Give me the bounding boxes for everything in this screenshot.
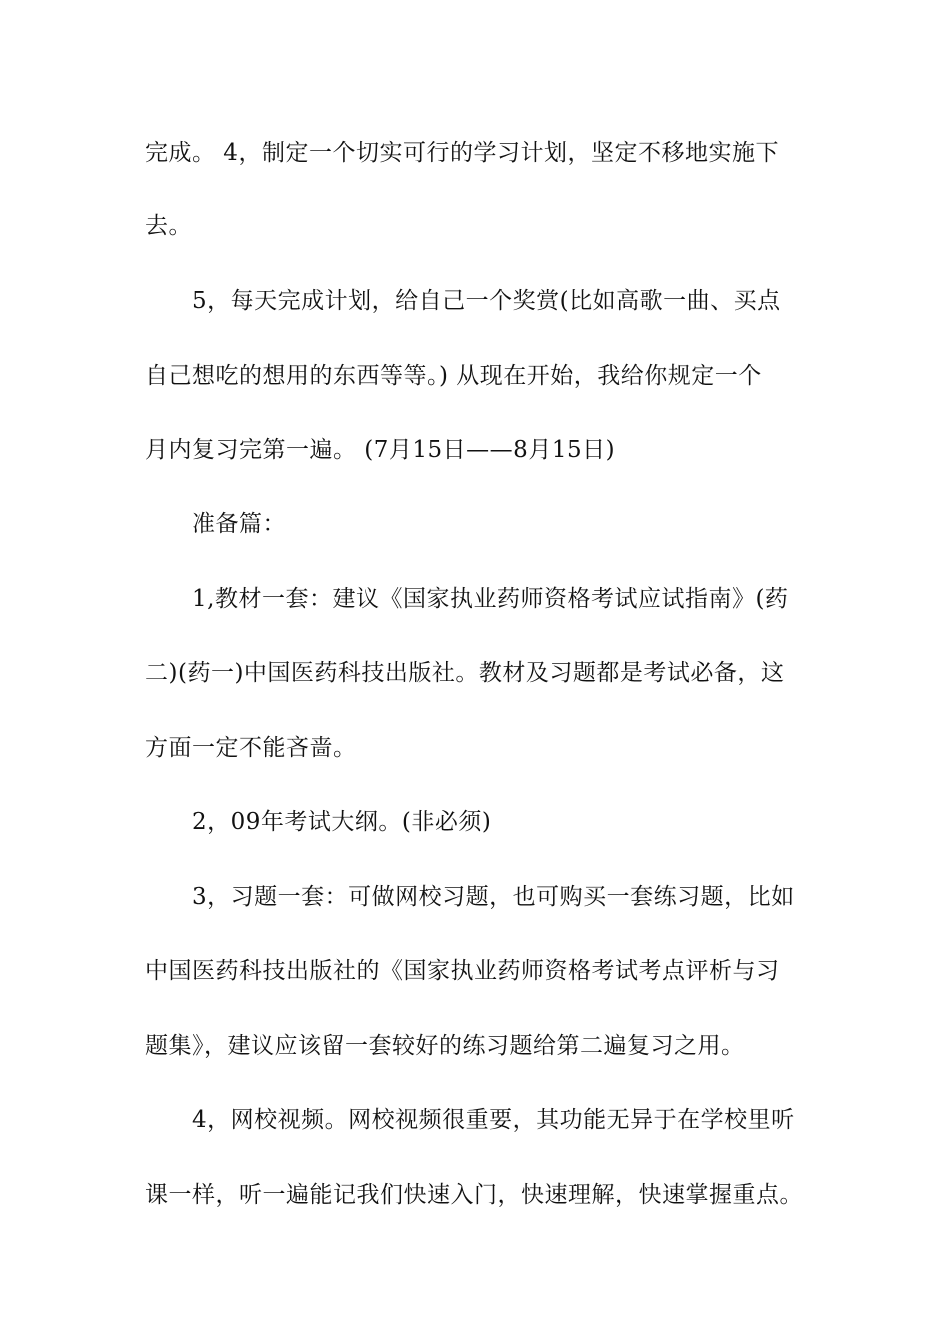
paragraph-line: 4，网校视频。网校视频很重要，其功能无异于在学校里听 xyxy=(192,1107,795,1133)
text-line: 自己想吃的想用的东西等等。) 从现在开始，我给你规定一个 xyxy=(145,363,762,389)
paragraph-line: 1,教材一套：建议《国家执业药师资格考试应试指南》(药 xyxy=(192,586,789,612)
text-line: 月内复习完第一遍。 (7月15日——8月15日) xyxy=(145,437,616,463)
text-line: 题集》，建议应该留一套较好的练习题给第二遍复习之用。 xyxy=(145,1033,745,1059)
section-heading: 准备篇： xyxy=(192,511,286,537)
text-line: 方面一定不能吝啬。 xyxy=(145,735,357,761)
text-line: 二)(药一)中国医药科技出版社。教材及习题都是考试必备，这 xyxy=(145,660,785,686)
text-line: 中国医药科技出版社的《国家执业药师资格考试考点评析与习 xyxy=(145,958,780,984)
paragraph-line: 5，每天完成计划，给自己一个奖赏(比如高歌一曲、买点 xyxy=(192,288,781,314)
text-line: 课一样，听一遍能记我们快速入门，快速理解，快速掌握重点。 xyxy=(145,1182,803,1208)
paragraph-line: 3，习题一套：可做网校习题，也可购买一套练习题，比如 xyxy=(192,884,795,910)
text-line: 完成。 4，制定一个切实可行的学习计划，坚定不移地实施下 xyxy=(145,140,779,166)
text-line: 去。 xyxy=(145,213,192,239)
paragraph-line: 2，09年考试大纲。(非必须) xyxy=(192,809,492,835)
